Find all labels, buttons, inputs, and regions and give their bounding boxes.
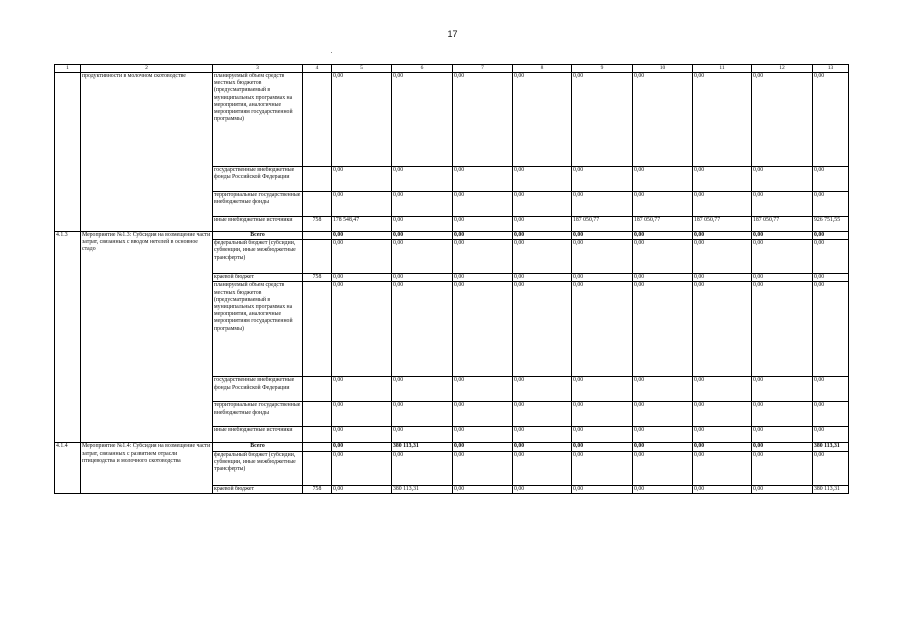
- column-header: 10: [633, 65, 693, 73]
- amount-cell: 0,00: [513, 377, 572, 402]
- amount-cell: 187 050,77: [752, 217, 813, 232]
- amount-cell: 187 050,77: [572, 217, 633, 232]
- amount-cell: 0,00: [813, 427, 849, 443]
- funding-source: Всего: [213, 232, 303, 240]
- amount-cell: 0,00: [813, 274, 849, 282]
- column-header: 6: [392, 65, 453, 73]
- amount-cell: 0,00: [752, 485, 813, 493]
- amount-cell: 380 113,31: [392, 485, 453, 493]
- amount-cell: 0,00: [392, 377, 453, 402]
- amount-cell: 0,00: [392, 73, 453, 167]
- column-header: 13: [813, 65, 849, 73]
- amount-cell: 0,00: [513, 167, 572, 192]
- table-row: [55, 232, 849, 240]
- budget-code: [303, 402, 332, 427]
- amount-cell: 0,00: [392, 232, 453, 240]
- amount-cell: 0,00: [392, 274, 453, 282]
- amount-cell: 0,00: [453, 232, 513, 240]
- amount-cell: 0,00: [453, 73, 513, 167]
- amount-cell: 0,00: [332, 274, 392, 282]
- amount-cell: 0,00: [513, 73, 572, 167]
- amount-cell: 0,00: [752, 443, 813, 451]
- amount-cell: 0,00: [392, 240, 453, 274]
- amount-cell: 0,00: [693, 282, 752, 377]
- amount-cell: 0,00: [453, 377, 513, 402]
- amount-cell: 0,00: [453, 192, 513, 217]
- amount-cell: 0,00: [693, 451, 752, 485]
- amount-cell: 0,00: [392, 217, 453, 232]
- measure-id: 4.1.3: [55, 232, 81, 443]
- amount-cell: 0,00: [693, 377, 752, 402]
- amount-cell: 0,00: [693, 274, 752, 282]
- amount-cell: 0,00: [572, 232, 633, 240]
- amount-cell: 0,00: [572, 427, 633, 443]
- amount-cell: 0,00: [513, 443, 572, 451]
- amount-cell: 0,00: [392, 402, 453, 427]
- amount-cell: 0,00: [752, 240, 813, 274]
- budget-table: [54, 64, 849, 494]
- amount-cell: 0,00: [752, 192, 813, 217]
- amount-cell: 0,00: [392, 192, 453, 217]
- amount-cell: 0,00: [693, 240, 752, 274]
- amount-cell: 0,00: [332, 192, 392, 217]
- amount-cell: 0,00: [572, 377, 633, 402]
- budget-code: 758: [303, 217, 332, 232]
- amount-cell: 0,00: [633, 167, 693, 192]
- amount-cell: 0,00: [572, 485, 633, 493]
- page-number: 17: [447, 29, 458, 39]
- funding-source: федеральный бюджет (субсидии, субвенции, иные межбюджетные трансферты): [213, 240, 303, 274]
- column-header: 9: [572, 65, 633, 73]
- budget-code: [303, 451, 332, 485]
- budget-code: [303, 192, 332, 217]
- amount-cell: 0,00: [633, 282, 693, 377]
- amount-cell: 0,00: [813, 240, 849, 274]
- amount-cell: 0,00: [572, 443, 633, 451]
- amount-cell: 0,00: [332, 443, 392, 451]
- scan-speck: [331, 52, 332, 53]
- funding-source: территориальные государственные внебюджетные фонды: [213, 192, 303, 217]
- amount-cell: 0,00: [693, 443, 752, 451]
- funding-source: краевой бюджет: [213, 274, 303, 282]
- amount-cell: 0,00: [693, 232, 752, 240]
- amount-cell: 0,00: [693, 485, 752, 493]
- amount-cell: 0,00: [453, 402, 513, 427]
- amount-cell: 0,00: [633, 427, 693, 443]
- measure-id: 4.1.4: [55, 443, 81, 493]
- amount-cell: 0,00: [633, 402, 693, 427]
- column-header: 11: [693, 65, 752, 73]
- measure-name: продуктивности в молочном скотоводстве: [81, 73, 213, 232]
- amount-cell: 0,00: [513, 240, 572, 274]
- column-header: 12: [752, 65, 813, 73]
- amount-cell: 0,00: [453, 282, 513, 377]
- amount-cell: 0,00: [693, 427, 752, 443]
- amount-cell: 0,00: [813, 402, 849, 427]
- amount-cell: 0,00: [572, 73, 633, 167]
- budget-code: [303, 232, 332, 240]
- funding-source: планируемый объем средств местных бюджетов (предусматриваемый в муниципальных программах на мероприятия, аналогичные мероприятиям государственной программы): [213, 73, 303, 167]
- amount-cell: 0,00: [813, 232, 849, 240]
- amount-cell: 0,00: [453, 451, 513, 485]
- budget-code: 758: [303, 485, 332, 493]
- amount-cell: 0,00: [633, 443, 693, 451]
- budget-code: 758: [303, 274, 332, 282]
- amount-cell: 0,00: [752, 232, 813, 240]
- amount-cell: 0,00: [752, 282, 813, 377]
- funding-source: государственные внебюджетные фонды Российской Федерации: [213, 167, 303, 192]
- amount-cell: 0,00: [392, 282, 453, 377]
- funding-source: Всего: [213, 443, 303, 451]
- amount-cell: 0,00: [513, 232, 572, 240]
- column-header: 3: [213, 65, 303, 73]
- amount-cell: 0,00: [392, 451, 453, 485]
- column-header: 5: [332, 65, 392, 73]
- amount-cell: 0,00: [332, 485, 392, 493]
- amount-cell: 0,00: [693, 167, 752, 192]
- amount-cell: 380 113,31: [813, 443, 849, 451]
- amount-cell: 0,00: [813, 192, 849, 217]
- column-header: 7: [453, 65, 513, 73]
- amount-cell: 0,00: [633, 274, 693, 282]
- budget-code: [303, 73, 332, 167]
- amount-cell: 0,00: [332, 282, 392, 377]
- amount-cell: 0,00: [813, 167, 849, 192]
- column-header: 4: [303, 65, 332, 73]
- amount-cell: 0,00: [513, 217, 572, 232]
- amount-cell: 380 113,31: [813, 485, 849, 493]
- measure-id: [55, 73, 81, 232]
- amount-cell: 0,00: [752, 274, 813, 282]
- amount-cell: 0,00: [332, 73, 392, 167]
- amount-cell: 0,00: [513, 427, 572, 443]
- amount-cell: 0,00: [513, 402, 572, 427]
- measure-name: Мероприятие №1.4: Субсидия на возмещение части затрат, связанных с развитием отрасли птицеводства и молочного скотоводства: [81, 443, 213, 493]
- table-body: [55, 65, 849, 494]
- amount-cell: 0,00: [633, 451, 693, 485]
- amount-cell: 0,00: [572, 402, 633, 427]
- amount-cell: 0,00: [453, 167, 513, 192]
- budget-code: [303, 377, 332, 402]
- amount-cell: 0,00: [513, 485, 572, 493]
- amount-cell: 0,00: [453, 427, 513, 443]
- amount-cell: 0,00: [392, 167, 453, 192]
- amount-cell: 0,00: [332, 377, 392, 402]
- column-header: 2: [81, 65, 213, 73]
- amount-cell: 0,00: [633, 377, 693, 402]
- funding-source: краевой бюджет: [213, 485, 303, 493]
- amount-cell: 0,00: [752, 73, 813, 167]
- amount-cell: 0,00: [392, 427, 453, 443]
- amount-cell: 0,00: [813, 451, 849, 485]
- amount-cell: 0,00: [453, 240, 513, 274]
- budget-code: [303, 443, 332, 451]
- budget-code: [303, 427, 332, 443]
- budget-code: [303, 282, 332, 377]
- funding-source: планируемый объем средств местных бюджетов (предусматриваемый в муниципальных программах на мероприятия, аналогичные мероприятиям государственной программы): [213, 282, 303, 377]
- amount-cell: 0,00: [332, 451, 392, 485]
- amount-cell: 0,00: [332, 167, 392, 192]
- amount-cell: 0,00: [633, 192, 693, 217]
- amount-cell: 0,00: [332, 427, 392, 443]
- amount-cell: 0,00: [752, 451, 813, 485]
- amount-cell: 0,00: [453, 443, 513, 451]
- amount-cell: 0,00: [752, 377, 813, 402]
- amount-cell: 187 050,77: [633, 217, 693, 232]
- amount-cell: 0,00: [813, 377, 849, 402]
- amount-cell: 926 751,55: [813, 217, 849, 232]
- amount-cell: 380 113,31: [392, 443, 453, 451]
- amount-cell: 0,00: [752, 167, 813, 192]
- amount-cell: 0,00: [513, 192, 572, 217]
- amount-cell: 0,00: [572, 451, 633, 485]
- amount-cell: 0,00: [332, 240, 392, 274]
- budget-code: [303, 240, 332, 274]
- funding-source: государственные внебюджетные фонды Российской Федерации: [213, 377, 303, 402]
- column-header: 8: [513, 65, 572, 73]
- amount-cell: 0,00: [693, 402, 752, 427]
- amount-cell: 0,00: [453, 274, 513, 282]
- amount-cell: 0,00: [572, 192, 633, 217]
- table-row: [55, 443, 849, 451]
- amount-cell: 0,00: [633, 240, 693, 274]
- amount-cell: 0,00: [693, 73, 752, 167]
- funding-source: территориальные государственные внебюджетные фонды: [213, 402, 303, 427]
- budget-code: [303, 167, 332, 192]
- amount-cell: 0,00: [572, 167, 633, 192]
- amount-cell: 0,00: [572, 274, 633, 282]
- amount-cell: 0,00: [813, 73, 849, 167]
- amount-cell: 0,00: [332, 232, 392, 240]
- measure-name: Мероприятие №1.3: Субсидия на возмещение части затрат, связанных с вводом нетелей в основное стадо: [81, 232, 213, 443]
- amount-cell: 0,00: [513, 451, 572, 485]
- table-row: [55, 73, 849, 167]
- amount-cell: 0,00: [633, 232, 693, 240]
- amount-cell: 0,00: [572, 240, 633, 274]
- amount-cell: 0,00: [693, 192, 752, 217]
- amount-cell: 0,00: [572, 282, 633, 377]
- amount-cell: 0,00: [633, 485, 693, 493]
- funding-source: иные внебюджетные источники: [213, 427, 303, 443]
- amount-cell: 0,00: [332, 402, 392, 427]
- amount-cell: 0,00: [813, 282, 849, 377]
- amount-cell: 178 548,47: [332, 217, 392, 232]
- amount-cell: 0,00: [453, 217, 513, 232]
- column-header: 1: [55, 65, 81, 73]
- amount-cell: 0,00: [752, 427, 813, 443]
- amount-cell: 0,00: [513, 274, 572, 282]
- amount-cell: 0,00: [513, 282, 572, 377]
- amount-cell: 187 050,77: [693, 217, 752, 232]
- amount-cell: 0,00: [752, 402, 813, 427]
- amount-cell: 0,00: [633, 73, 693, 167]
- funding-source: федеральный бюджет (субсидии, субвенции, иные межбюджетные трансферты): [213, 451, 303, 485]
- header-row: [55, 65, 849, 73]
- funding-source: иные внебюджетные источники: [213, 217, 303, 232]
- amount-cell: 0,00: [453, 485, 513, 493]
